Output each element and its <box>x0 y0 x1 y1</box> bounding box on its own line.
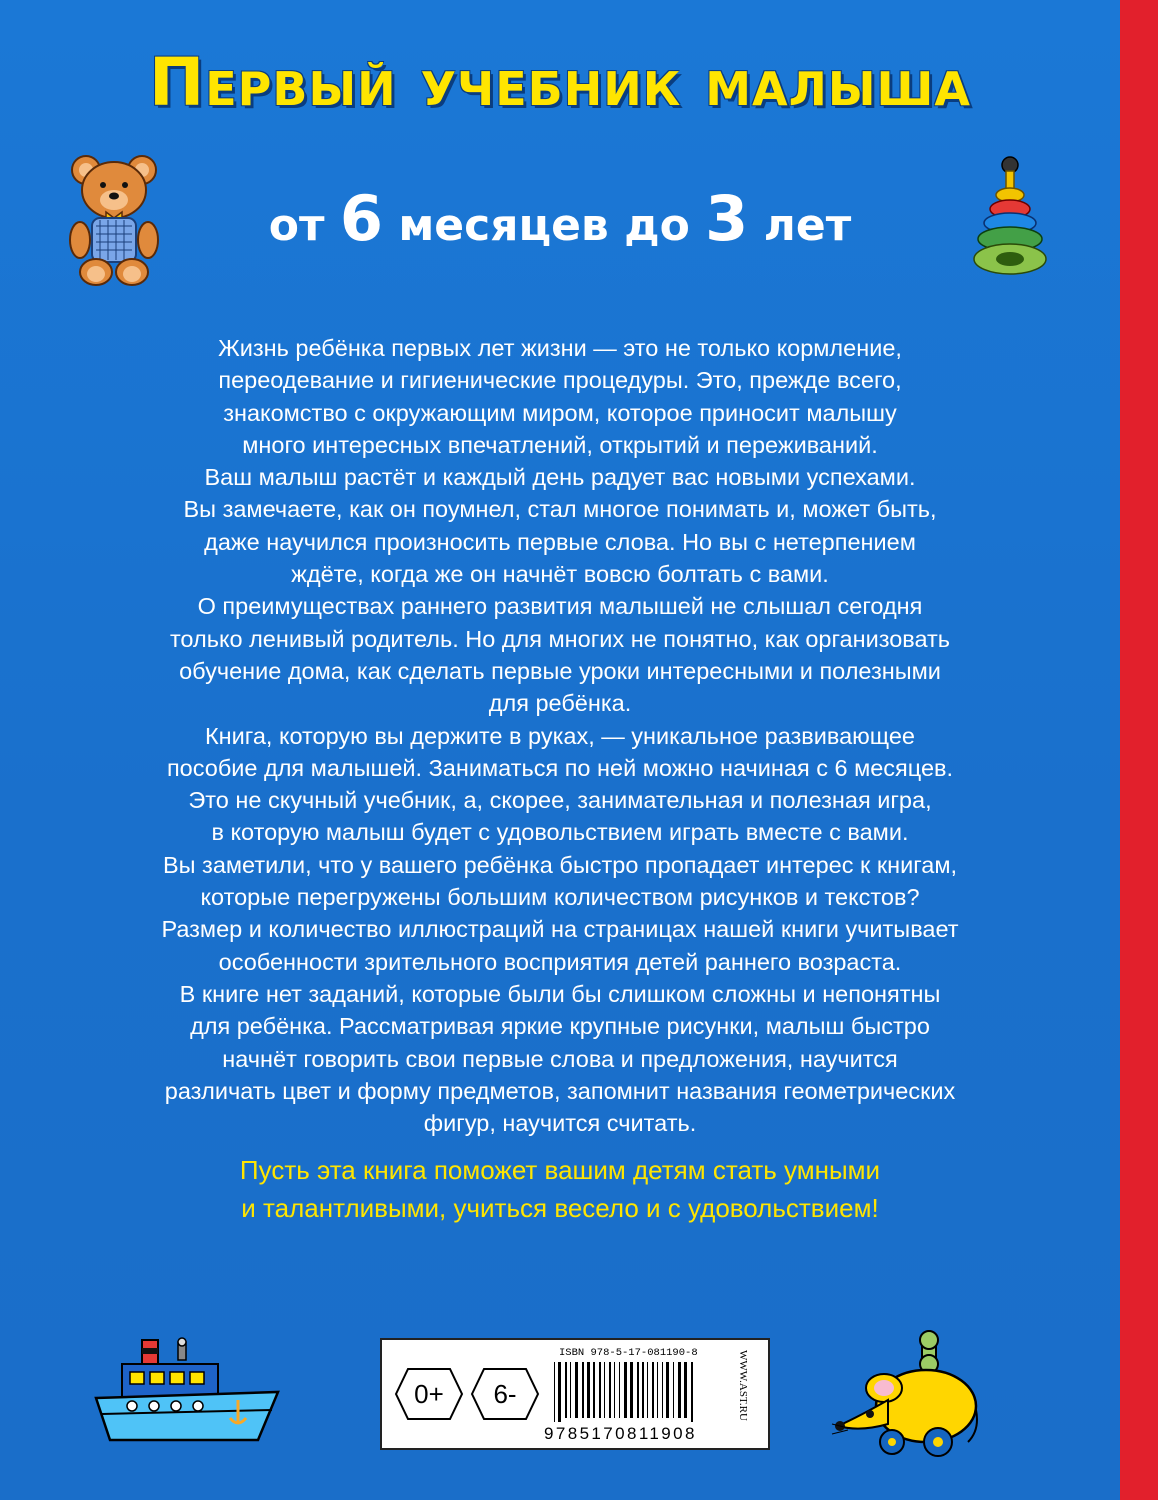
barcode-bar <box>642 1362 644 1418</box>
barcode-bar <box>673 1362 674 1418</box>
text-line: только ленивый родитель. Но для многих не понятно, как организовать <box>169 625 951 652</box>
svg-text:WWW.AST.RU: WWW.AST.RU <box>737 1350 749 1421</box>
text-line: начнёт говорить свои первые слова и предложения, научится <box>222 1045 898 1072</box>
text-line: даже научился произносить первые слова. Но вы с нетерпением <box>204 528 916 555</box>
toy-ship-icon <box>92 1334 282 1446</box>
book-title: Первый учебник малыша <box>149 44 971 121</box>
barcode-bars <box>552 1362 728 1422</box>
text-line: обучение дома, как сделать первые уроки интересными и полезными <box>179 657 941 684</box>
barcode-bar <box>624 1362 627 1418</box>
barcode-bar <box>593 1362 595 1418</box>
barcode-bar <box>587 1362 590 1418</box>
barcode-bar <box>619 1362 620 1418</box>
barcode-bar <box>614 1362 615 1418</box>
windup-mouse-icon <box>830 1330 980 1462</box>
isbn-number: ISBN 978-5-17-081190-8 <box>559 1347 698 1359</box>
age-rating-badges <box>392 1365 542 1423</box>
barcode-bar <box>599 1362 601 1418</box>
text-line: Книга, которую вы держите в руках, — уникальное развивающее <box>204 722 916 749</box>
age-range-subtitle: от 6 месяцев до 3 лет <box>268 182 852 255</box>
barcode-bar <box>565 1362 567 1418</box>
barcode-bar <box>570 1362 571 1418</box>
text-line: фигур, научится считать. <box>423 1110 697 1137</box>
text-line: переодевание и гигиенические процедуры. Это, прежде всего, <box>218 367 902 394</box>
age-to-number: 3 <box>705 182 749 255</box>
barcode-bar <box>662 1362 663 1418</box>
description-text <box>100 332 1020 1139</box>
age-rating-6minus: 6- <box>493 1379 517 1409</box>
barcode-bar <box>604 1362 605 1418</box>
text-line: Ваш малыш растёт и каждый день радует вас новыми успехами. <box>204 464 916 491</box>
age-rating-0plus: 0+ <box>414 1379 444 1409</box>
ean-digits: 9785170811908 <box>544 1424 697 1443</box>
text-line: для ребёнка. Рассматривая яркие крупные рисунки, малыш быстро <box>190 1013 930 1040</box>
teddy-bear-icon <box>66 152 162 288</box>
barcode-bar <box>652 1362 654 1418</box>
slogan-line: и талантливыми, учиться весело и с удовольствием! <box>241 1193 879 1223</box>
text-line: различать цвет и форму предметов, запомнит названия геометрических <box>164 1077 956 1104</box>
barcode-bar <box>630 1362 633 1418</box>
barcode-bar <box>609 1362 611 1418</box>
barcode-bar <box>554 1362 555 1422</box>
slogan-line: Пусть эта книга поможет вашим детям стать умными <box>239 1155 881 1185</box>
stacking-pyramid-icon <box>970 155 1050 277</box>
text-line: в которую малыш будет с удовольствием играть вместе с вами. <box>211 819 909 846</box>
barcode-bar <box>575 1362 578 1418</box>
barcode-bar <box>558 1362 561 1422</box>
barcode-bar <box>657 1362 658 1418</box>
text-line: для ребёнка. <box>488 690 632 717</box>
isbn-barcode-block <box>380 1338 770 1450</box>
age-from-number: 6 <box>339 182 383 255</box>
text-line: пособие для малышей. Заниматься по ней можно начиная с 6 месяцев. <box>166 754 954 781</box>
text-line: Вы заметили, что у вашего ребёнка быстро пропадает интерес к книгам, <box>162 851 958 878</box>
text-line: Размер и количество иллюстраций на страницах нашей книги учитывает <box>161 916 959 943</box>
publisher-website <box>734 1348 754 1438</box>
text-line: знакомство с окружающим миром, которое приносит малышу <box>223 399 897 426</box>
text-line: ждёте, когда же он начнёт вовсю болтать с вами. <box>291 561 829 588</box>
barcode-bar <box>678 1362 681 1418</box>
closing-slogan <box>80 1151 1040 1227</box>
text-line: много интересных впечатлений, открытий и переживаний. <box>242 431 878 458</box>
text-line: Вы замечаете, как он поумнел, стал многое понимать и, может быть, <box>183 496 937 523</box>
barcode-bar <box>666 1362 669 1418</box>
text-line: Жизнь ребёнка первых лет жизни — это не только кормление, <box>218 335 902 361</box>
barcode-bar <box>684 1362 687 1418</box>
barcode-bar <box>647 1362 648 1418</box>
text-line: которые перегружены большим количеством рисунков и текстов? <box>200 884 920 911</box>
red-spine-strip <box>1120 0 1158 1500</box>
text-line: В книге нет заданий, которые были бы слишком сложны и непонятны <box>179 980 941 1007</box>
text-line: О преимуществах раннего развития малышей не слышал сегодня <box>197 593 923 620</box>
barcode-bar <box>582 1362 584 1418</box>
text-line: Это не скучный учебник, а, скорее, занимательная и полезная игра, <box>188 787 932 814</box>
text-line: особенности зрительного восприятия детей раннего возраста. <box>218 948 902 975</box>
barcode-bar <box>637 1362 639 1418</box>
barcode-bar <box>691 1362 693 1422</box>
